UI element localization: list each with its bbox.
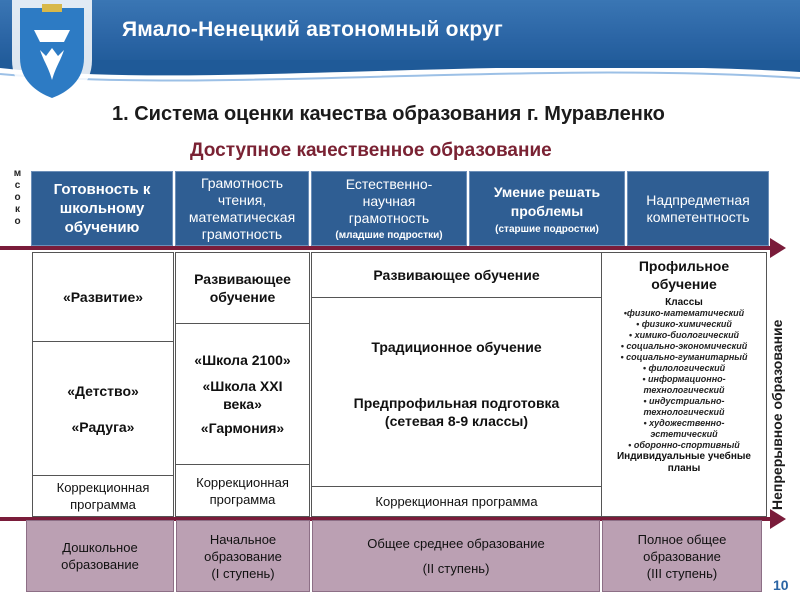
left-vertical-label bbox=[8, 168, 28, 228]
preprofile-line: Предпрофильная подготовка bbox=[353, 395, 560, 411]
list-item: • информационно- bbox=[642, 374, 726, 384]
program-name: «Детство» bbox=[67, 382, 139, 399]
level-line: образование bbox=[204, 548, 282, 564]
level-line: (I ступень) bbox=[211, 565, 275, 581]
header-line: Надпредметная bbox=[646, 191, 750, 208]
header-line: математическая bbox=[188, 208, 296, 225]
cell-razvitie bbox=[32, 252, 174, 342]
header-title: Ямало-Ненецкий автономный округ bbox=[122, 18, 503, 41]
vertical-letter: с bbox=[14, 180, 22, 191]
level-line: образование bbox=[61, 557, 139, 572]
individual-plan-line: Индивидуальные учебные bbox=[616, 451, 751, 462]
list-item: • социально-гуманитарный bbox=[620, 352, 748, 362]
level-line: Общее среднее образование bbox=[367, 536, 545, 551]
vertical-letter: м bbox=[13, 168, 23, 179]
cell-profile bbox=[601, 252, 767, 517]
level-preschool bbox=[26, 520, 174, 592]
header-line: проблемы bbox=[510, 202, 584, 219]
header-subtext: (младшие подростки) bbox=[335, 230, 443, 241]
vertical-letter: о bbox=[14, 192, 22, 203]
list-item: технологический bbox=[643, 407, 725, 417]
header-line: научная bbox=[362, 193, 416, 209]
program-name: «Гармония» bbox=[200, 420, 285, 436]
cell-primary-developing bbox=[175, 252, 310, 324]
cell-general-traditional bbox=[311, 297, 602, 487]
program-name: «Развитие» bbox=[62, 289, 144, 305]
level-line: Полное общее bbox=[637, 531, 727, 547]
program-name: века» bbox=[223, 396, 262, 412]
list-item: • художественно- bbox=[643, 418, 725, 428]
correction-line: программа bbox=[70, 497, 136, 512]
coat-of-arms-icon bbox=[4, 0, 100, 108]
column-header-science-literacy bbox=[311, 171, 467, 246]
list-item: • индустриально- bbox=[643, 396, 725, 406]
profile-title-line: обучение bbox=[651, 276, 717, 292]
list-item: эстетический bbox=[650, 429, 718, 439]
motto-title: Доступное качественное образование bbox=[190, 140, 552, 161]
cell-general-developing bbox=[311, 252, 602, 298]
profile-class-list bbox=[621, 308, 748, 451]
header-line: Грамотность bbox=[200, 174, 284, 191]
correction-text: Коррекционная программа bbox=[375, 494, 538, 509]
header-line: чтения, bbox=[217, 191, 267, 208]
program-name: «Радуга» bbox=[71, 418, 135, 435]
level-line: (II ступень) bbox=[422, 561, 490, 576]
header-wave bbox=[0, 60, 800, 100]
level-line: (III ступень) bbox=[646, 565, 718, 581]
level-line: Начальное bbox=[209, 531, 277, 547]
header-line: грамотность bbox=[201, 225, 283, 242]
list-item: • оборонно-спортивный bbox=[628, 440, 740, 450]
preprofile-line: (сетевая 8-9 классы) bbox=[384, 413, 529, 429]
header-line: компетентность bbox=[646, 208, 750, 225]
developing-text: Развивающее обучение bbox=[373, 267, 540, 283]
developing-line: Развивающее bbox=[194, 271, 291, 287]
column-header-problem-solving bbox=[469, 171, 625, 246]
list-item: • химико-биологический bbox=[628, 330, 740, 340]
vertical-letter: о bbox=[14, 216, 22, 227]
header-line: Естественно- bbox=[345, 176, 433, 192]
header-line: грамотность bbox=[348, 210, 430, 226]
column-header-school-readiness bbox=[31, 171, 173, 246]
page-subtitle: 1. Система оценки качества образования г. Муравленко bbox=[112, 103, 665, 125]
correction-line: Коррекционная bbox=[56, 480, 150, 495]
list-item: • социально-экономический bbox=[620, 341, 748, 351]
header-line: школьному bbox=[59, 200, 145, 217]
list-item: технологический bbox=[643, 385, 725, 395]
cell-detstvo-raduga bbox=[32, 341, 174, 476]
header-line: Готовность к bbox=[53, 181, 151, 198]
header-subtext: (старшие подростки) bbox=[495, 223, 599, 235]
cell-primary-programs bbox=[175, 323, 310, 465]
profile-title-line: Профильное bbox=[638, 258, 730, 274]
list-item: • физико-химический bbox=[636, 319, 732, 329]
page-number: 10 bbox=[773, 577, 789, 593]
individual-plan-line: планы bbox=[667, 463, 701, 474]
classes-label: Классы bbox=[665, 297, 703, 308]
level-full-secondary bbox=[602, 520, 762, 592]
level-line: образование bbox=[643, 548, 721, 564]
level-line: Дошкольное bbox=[62, 540, 138, 555]
developing-line: обучение bbox=[209, 289, 276, 305]
traditional-text: Традиционное обучение bbox=[371, 339, 542, 355]
header-line: Умение решать bbox=[493, 183, 601, 200]
correction-line: Коррекционная bbox=[196, 474, 289, 490]
correction-line: программа bbox=[209, 491, 276, 507]
program-name: «Школа 2100» bbox=[194, 352, 291, 368]
level-general-secondary bbox=[312, 520, 600, 592]
level-primary bbox=[176, 520, 310, 592]
vertical-letter: к bbox=[14, 204, 21, 215]
program-name: «Школа XXI bbox=[202, 378, 283, 394]
column-header-literacy bbox=[175, 171, 309, 246]
list-item: •физико-математический bbox=[623, 308, 745, 318]
column-header-meta-competence bbox=[627, 171, 769, 246]
list-item: • филологический bbox=[642, 363, 726, 373]
right-vertical-label: Непрерывное образование bbox=[769, 319, 785, 510]
header-line: обучению bbox=[64, 219, 140, 236]
